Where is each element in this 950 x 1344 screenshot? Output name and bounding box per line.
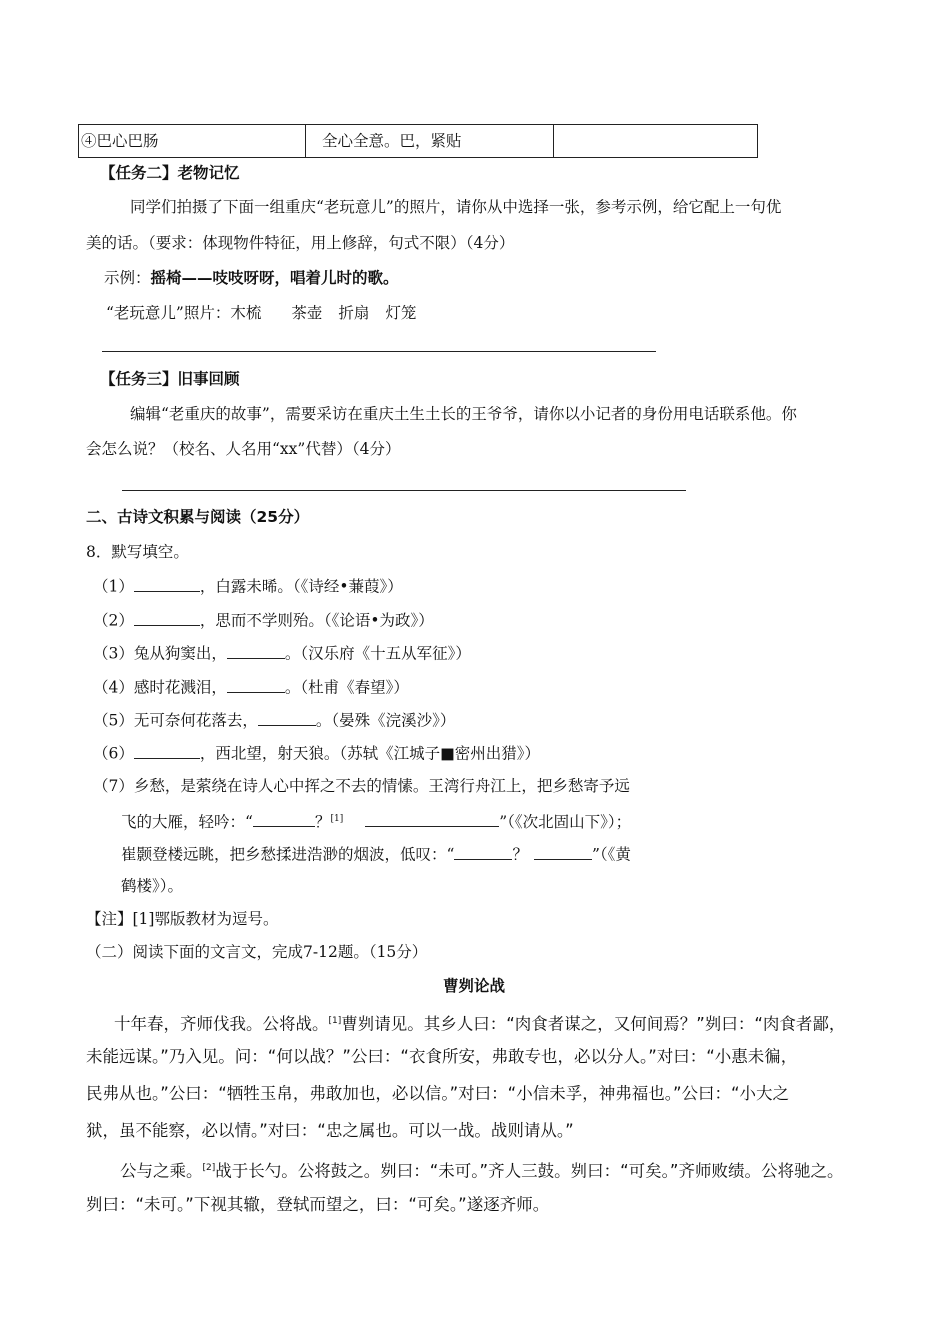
footnote-marker: [2] — [202, 1163, 216, 1173]
task2-prompt-line1: 同学们拍摄了下面一组重庆“老玩意儿”的照片，请你从中选择一张，参考示例，给它配上一句优 — [130, 198, 782, 216]
passage-p2-line2: 刿曰：“未可。”下视其辙，登轼而望之，曰：“可矣。”遂逐齐师。 — [86, 1195, 550, 1214]
fill-item-1: （1） ，白露未晞。（《诗经•蒹葭》） — [93, 575, 403, 597]
photo-option: 折扇 — [338, 304, 370, 322]
fill-item-6: （6） ，西北望，射天狼。（苏轼《江城子■密州出猎》） — [93, 742, 540, 764]
blank-field[interactable] — [134, 609, 200, 626]
passage-p1-line2: 未能远谋。”乃入见。问：“何以战？”公曰：“衣食所安，弗敢专也，必以分人。”对曰：“小惠未徧， — [86, 1047, 798, 1066]
task3-heading: 【任务三】旧事回顾 — [100, 370, 240, 388]
fill-item-7-line2: 飞的大雁，轻吟：“ ？[1] ”（《次北固山下》）； — [121, 809, 631, 832]
table-cell-term: ④巴心巴肠 — [79, 125, 306, 158]
task2-heading: 【任务二】老物记忆 — [100, 164, 240, 182]
passage-p1-line4: 狱，虽不能察，必以情。”对曰：“忠之属也。可以一战。战则请从。” — [86, 1121, 574, 1140]
task3-prompt-line1: 编辑“老重庆的故事”，需要采访在重庆土生土长的王爷爷，请你以小记者的身份用电话联系他。你 — [130, 405, 797, 423]
blank-field[interactable] — [134, 742, 200, 759]
task2-prompt-line2: 美的话。（要求：体现物件特征，用上修辞，句式不限）（4分） — [86, 234, 515, 252]
footnote-marker: [1] — [328, 1016, 342, 1026]
blank-field[interactable] — [134, 575, 200, 592]
blank-field[interactable] — [227, 642, 285, 659]
blank-field[interactable] — [258, 709, 316, 726]
task3-prompt-line2: 会怎么说？（校名、人名用“xx”代替）（4分） — [86, 440, 401, 458]
passage-title: 曹刿论战 — [443, 977, 506, 995]
table-cell-meaning: 全心全意。巴，紧贴 — [306, 125, 554, 158]
fill-item-2: （2） ，思而不学则殆。（《论语•为政》） — [93, 609, 434, 631]
photo-option: 茶壶 — [291, 304, 323, 322]
passage-p1-line3: 民弗从也。”公曰：“牺牲玉帛，弗敢加也，必以信。”对曰：“小信未孚，神弗福也。”公曰：“小大之 — [86, 1084, 790, 1103]
fill-item-3: （3）兔从狗窦出， 。（汉乐府《十五从军征》） — [93, 642, 471, 664]
example-text: 摇椅——吱吱呀呀，唱着儿时的歌。 — [150, 269, 399, 287]
table-cell-empty — [554, 125, 758, 158]
footnote: 【注】[1]鄂版教材为逗号。 — [86, 910, 279, 928]
task2-example — [104, 268, 399, 288]
task3-answer-line[interactable] — [122, 490, 686, 491]
reading-intro: （二）阅读下面的文言文，完成7-12题。（15分） — [86, 943, 428, 961]
fill-item-5: （5）无可奈何花落去， 。（晏殊《浣溪沙》） — [93, 709, 455, 731]
passage-p1-line1: 十年春，齐师伐我。公将战。[1]曹刿请见。其乡人曰：“肉食者谋之，又何间焉？”刿曰：“肉食者鄙， — [114, 1014, 846, 1034]
blank-field[interactable] — [534, 843, 592, 860]
fill-item-7-line3: 崔颢登楼远眺，把乡愁揉进浩渺的烟波，低叹：“ ？ ”（《黄 — [121, 843, 631, 865]
section2-heading: 二、古诗文积累与阅读（25分） — [86, 508, 310, 526]
task2-photos — [106, 303, 416, 323]
blank-field[interactable] — [227, 676, 285, 693]
example-label: 示例： — [104, 269, 151, 287]
fill-item-4: （4）感时花溅泪， 。（杜甫《春望》） — [93, 676, 409, 698]
fill-item-7-line4: 鹤楼》）。 — [121, 877, 184, 895]
q8-label: 8．默写填空。 — [86, 543, 189, 561]
footnote-marker: [1] — [330, 814, 344, 824]
passage-p2-line1: 公与之乘。[2]战于长勺。公将鼓之。刿曰：“未可。”齐人三鼓。刿曰：“可矣。”齐师败绩。公将驰之。 — [120, 1161, 844, 1181]
task2-answer-line[interactable] — [102, 351, 656, 352]
photos-label: “老玩意儿”照片： — [106, 304, 231, 322]
fill-item-7-line1: （7）乡愁，是萦绕在诗人心中挥之不去的情愫。王湾行舟江上，把乡愁寄予远 — [93, 777, 630, 795]
photo-option: 灯笼 — [385, 304, 417, 322]
photo-option: 木梳 — [230, 304, 262, 322]
blank-field[interactable] — [253, 811, 315, 828]
blank-field[interactable] — [454, 843, 512, 860]
vocab-table — [78, 124, 758, 158]
table-row — [79, 125, 758, 158]
blank-field[interactable] — [365, 811, 499, 828]
